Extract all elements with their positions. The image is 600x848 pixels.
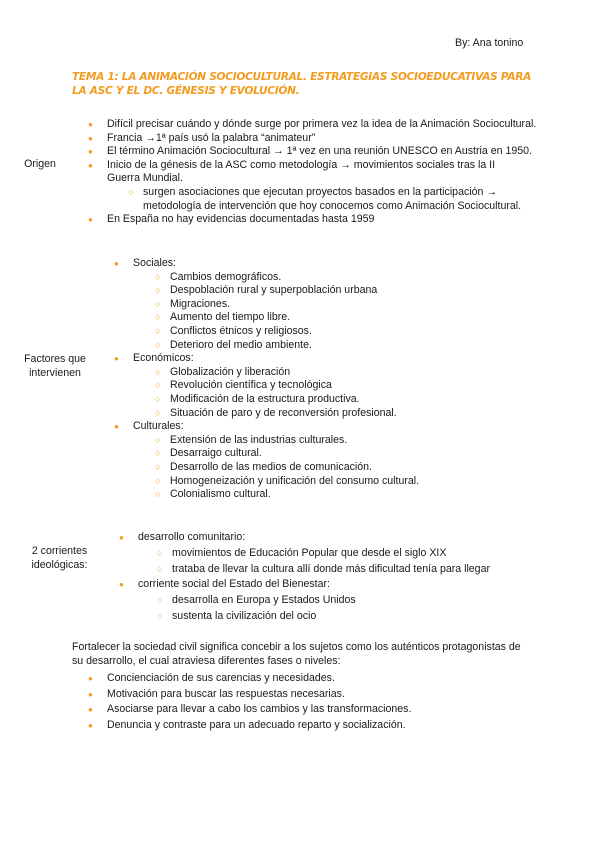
list-item: ○ Modificación de la estructura productiva. — [170, 393, 473, 407]
list-item: ○ Despoblación rural y superpoblación urbana — [170, 284, 473, 298]
list-item: ○ Revolución científica y tecnológica — [170, 379, 473, 393]
origen-label: Origen — [24, 158, 56, 170]
list-item: ○ Homogeneización y unificación del consumo cultural. — [170, 475, 473, 489]
list-item: ○ desarrolla en Europa y Estados Unidos — [172, 593, 538, 609]
list-item: ○ Deterioro del medio ambiente. — [170, 339, 473, 353]
group-heading: ● corriente social del Estado del Bienestar: — [138, 577, 538, 593]
group-heading: ● Sociales: — [133, 257, 473, 271]
list-item: ○ Migraciones. — [170, 298, 473, 312]
page-title: TEMA 1: LA ANIMACIÓN SOCIOCULTURAL. ESTRATEGIAS SOCIOEDUCATIVAS PARA LA ASC Y EL DC. GÉNESIS Y EVOLUCIÓN. — [72, 71, 532, 97]
list-item: ○ Aumento del tiempo libre. — [170, 311, 473, 325]
fortalecer-paragraph: Fortalecer la sociedad civil significa concebir a los sujetos como los auténticos protagonistas de su desarrollo, el cual atraviesa diferentes fases o niveles: — [72, 641, 521, 667]
corrientes-label: 2 corrientes ideológicas: — [31, 545, 88, 571]
list-item: ○ trataba de llevar la cultura allí donde más dificultad tenía para llegar — [172, 562, 538, 578]
list-item: ○ movimientos de Educación Popular que desde el siglo XIX — [172, 546, 538, 562]
list-item: ○ sustenta la civilización del ocio — [172, 609, 538, 625]
list-item: ● En España no hay evidencias documentadas hasta 1959 — [107, 213, 567, 227]
list-item: ○ Cambios demográficos. — [170, 271, 473, 285]
factores-list — [133, 257, 473, 502]
group-heading: ● Culturales: — [133, 420, 473, 434]
list-item: ● Motivación para buscar las respuestas necesarias. — [107, 687, 507, 703]
list-item: ● Denuncia y contraste para un adecuado reparto y socialización. — [107, 718, 507, 734]
list-item: ● Difícil precisar cuándo y dónde surge por primera vez la idea de la Animación Sociocultural. — [107, 118, 567, 132]
list-item: ○ Conflictos étnicos y religiosos. — [170, 325, 473, 339]
list-item: ● El término Animación Sociocultural → 1ª vez en una reunión UNESCO en Austria en 1950. — [107, 145, 567, 159]
list-item: ○ Globalización y liberación — [170, 366, 473, 380]
list-item: ○ Desarrollo de las medios de comunicación. — [170, 461, 473, 475]
fortalecer-list — [107, 671, 507, 733]
corrientes-list — [138, 530, 538, 625]
list-item: ○ Extensión de las industrias culturales. — [170, 434, 473, 448]
list-item: ● Inicio de la génesis de la ASC como metodología → movimientos sociales tras la II Guerra Mundial. — [107, 159, 517, 186]
list-item: ○ Desarraigo cultural. — [170, 447, 473, 461]
list-item: ● Asociarse para llevar a cabo los cambios y las transformaciones. — [107, 702, 507, 718]
list-item: ○ Situación de paro y de reconversión profesional. — [170, 407, 473, 421]
list-item: ○ Colonialismo cultural. — [170, 488, 473, 502]
group-heading: ● Económicos: — [133, 352, 473, 366]
list-item: ● Francia →1ª país usó la palabra “animateur” — [107, 132, 567, 146]
list-item: ○ surgen asociaciones que ejecutan proyectos basados en la participación → metodología de intervención que hoy conocemos como Animación Sociocultural. — [143, 186, 543, 213]
author-line: By: Ana tonino — [455, 37, 524, 49]
list-item: ● Concienciación de sus carencias y necesidades. — [107, 671, 507, 687]
group-heading: ● desarrollo comunitario: — [138, 530, 538, 546]
origen-list — [107, 118, 567, 227]
factores-label: Factores que intervienen — [24, 353, 86, 379]
